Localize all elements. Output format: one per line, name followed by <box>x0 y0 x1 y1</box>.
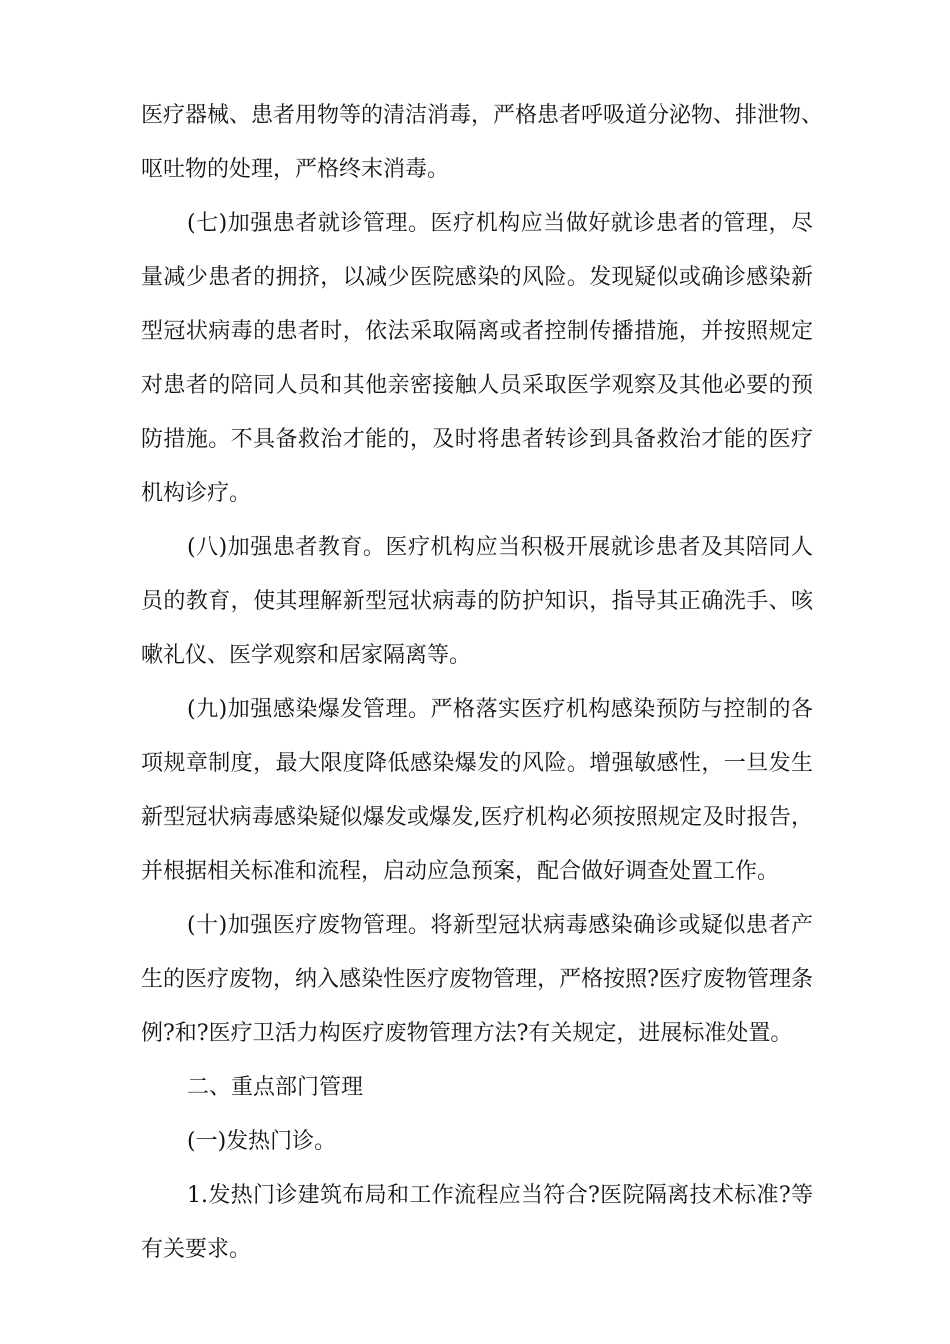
text-line: 防措施。不具备救治才能的，及时将患者转诊到具备救治才能的医疗 <box>141 427 813 452</box>
text-line: 生的医疗废物，纳入感染性医疗废物管理，严格按照?医疗废物管理条 <box>141 967 813 992</box>
text-line: 有关要求。 <box>141 1237 252 1262</box>
text-line: 例?和?医疗卫活力构医疗废物管理方法?有关规定，进展标准处置。 <box>141 1021 793 1046</box>
text-line: 呕吐物的处理，严格终末消毒。 <box>141 157 450 182</box>
text-line: 机构诊疗。 <box>141 481 252 506</box>
paragraph-start: (八)加强患者教育。医疗机构应当积极开展就诊患者及其陪同人 <box>187 535 813 560</box>
text-line: 型冠状病毒的患者时，依法采取隔离或者控制传播措施，并按照规定 <box>141 319 813 344</box>
text-line: 新型冠状病毒感染疑似爆发或爆发,医疗机构必须按照规定及时报告， <box>141 805 813 830</box>
text-line: 医疗器械、患者用物等的清洁消毒，严格患者呼吸道分泌物、排泄物、 <box>141 103 824 128</box>
text-line: 对患者的陪同人员和其他亲密接触人员采取医学观察及其他必要的预 <box>141 373 813 398</box>
subsection-heading: (一)发热门诊。 <box>187 1129 337 1154</box>
paragraph-start: 1.发热门诊建筑布局和工作流程应当符合?医院隔离技术标准?等 <box>187 1183 813 1208</box>
paragraph-start: (七)加强患者就诊管理。医疗机构应当做好就诊患者的管理，尽 <box>187 211 813 236</box>
paragraph-start: (十)加强医疗废物管理。将新型冠状病毒感染确诊或疑似患者产 <box>187 913 813 938</box>
text-line: 员的教育，使其理解新型冠状病毒的防护知识，指导其正确洗手、咳 <box>141 589 813 614</box>
text-line: 项规章制度，最大限度降低感染爆发的风险。增强敏感性，一旦发生 <box>141 751 813 776</box>
text-line: 并根据相关标准和流程，启动应急预案，配合做好调查处置工作。 <box>141 859 780 884</box>
text-line: 量减少患者的拥挤，以减少医院感染的风险。发现疑似或确诊感染新 <box>141 265 813 290</box>
text-line: 嗽礼仪、医学观察和居家隔离等。 <box>141 643 472 668</box>
paragraph-start: (九)加强感染爆发管理。严格落实医疗机构感染预防与控制的各 <box>187 697 813 722</box>
section-heading: 二、重点部门管理 <box>187 1075 364 1100</box>
